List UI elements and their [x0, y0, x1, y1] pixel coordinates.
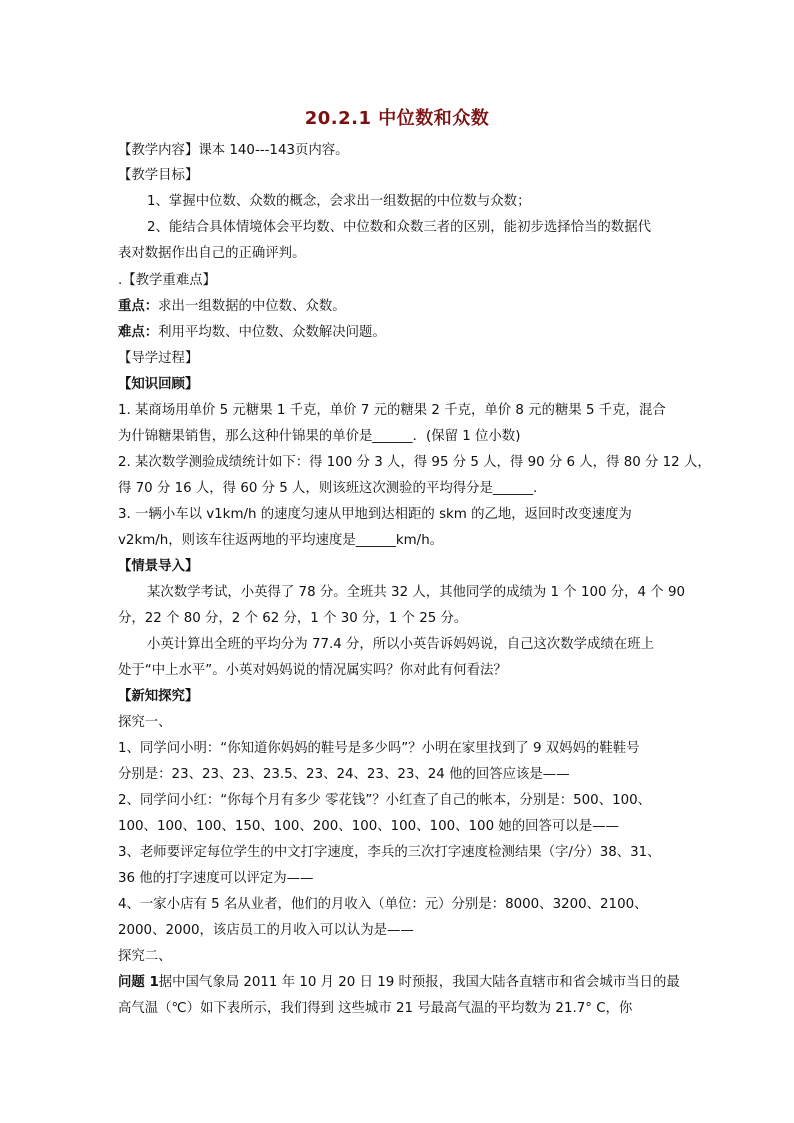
goal-2-cont: 表对数据作出自己的正确评判。 — [118, 246, 306, 261]
explore-q1: 1、同学问小明：“你知道你妈妈的鞋号是多少吗”？小明在家里找到了 9 双妈妈的鞋鞋号 — [118, 741, 640, 756]
teaching-goals-heading: 【教学目标】 — [118, 168, 199, 183]
guided-process-heading: 【导学过程】 — [118, 351, 199, 366]
explore-one-heading: 探究一、 — [118, 715, 172, 730]
page-title: 20.2.1 中位数和众数 — [304, 108, 490, 129]
explore-q3: 3、老师要评定每位学生的中文打字速度，李兵的三次打字速度检测结果（字/分）38、31、 — [118, 845, 661, 860]
explore-two-heading: 探究二、 — [118, 949, 172, 964]
key-point — [118, 296, 678, 318]
question-1 — [118, 972, 678, 994]
review-q1-cont: 为什锦糖果销售，那么这种什锦果的单价是______．(保留 1 位小数) — [118, 429, 521, 444]
new-knowledge-heading: 【新知探究】 — [118, 689, 199, 704]
key-difficult-heading: .【教学重难点】 — [118, 273, 216, 288]
question-1-text: 据中国气象局 2011 年 10 月 20 日 19 时预报，我国大陆各直辖市和省会城市当日的最 — [158, 975, 680, 990]
explore-q3-cont: 36 他的打字速度可以评定为—— — [118, 871, 314, 886]
explore-q2: 2、同学问小红：“你每个月有多少 零花钱”？小红查了自己的帐本，分别是：500、100、 — [118, 793, 652, 808]
review-q3: 3. 一辆小车以 v1km/h 的速度匀速从甲地到达相距的 skm 的乙地，返回时改变速度为 — [118, 507, 632, 522]
scenario-p1-cont: 分，22 个 80 分，2 个 62 分，1 个 30 分，1 个 25 分。 — [118, 611, 468, 626]
review-q3-cont: v2km/h，则该车往返两地的平均速度是______km/h。 — [118, 533, 444, 548]
key-point-label: 重点： — [118, 299, 159, 314]
review-q2-cont: 得 70 分 16 人，得 60 分 5 人，则该班这次测验的平均得分是______. — [118, 481, 538, 496]
knowledge-review-heading: 【知识回顾】 — [118, 377, 199, 392]
review-q2: 2. 某次数学测验成绩统计如下：得 100 分 3 人，得 95 分 5 人，得 90 分 6 人，得 80 分 12 人， — [118, 455, 711, 470]
explore-q1-cont: 分别是：23、23、23、23.5、23、24、23、23、24 他的回答应该是—— — [118, 767, 570, 782]
goal-1: 1、掌握中位数、众数的概念，会求出一组数据的中位数与众数； — [147, 194, 531, 209]
teaching-content: 【教学内容】课本 140---143页内容。 — [118, 143, 349, 158]
goal-2: 2、能结合具体情境体会平均数、中位数和众数三者的区别，能初步选择恰当的数据代 — [147, 220, 651, 235]
question-1-cont: 高气温（℃）如下表所示，我们得到 这些城市 21 号最高气温的平均数为 21.7° C，你 — [118, 1001, 633, 1016]
explore-q2-cont: 100、100、100、150、100、200、100、100、100、100 她的回答可以是—— — [118, 819, 619, 834]
explore-q4-cont: 2000、2000，该店员工的月收入可以认为是—— — [118, 923, 414, 938]
question-1-label: 问题 1 — [118, 975, 159, 990]
key-point-text: 求出一组数据的中位数、众数。 — [158, 299, 346, 314]
scenario-heading: 【情景导入】 — [118, 559, 199, 574]
scenario-p2-cont: 处于“中上水平”。小英对妈妈说的情况属实吗？你对此有何看法？ — [118, 663, 507, 678]
difficult-point — [118, 322, 678, 344]
review-q1: 1. 某商场用单价 5 元糖果 1 千克，单价 7 元的糖果 2 千克，单价 8 元的糖果 5 千克，混合 — [118, 403, 666, 418]
explore-q4: 4、一家小店有 5 名从业者，他们的月收入（单位：元）分别是：8000、3200、2100、 — [118, 897, 648, 912]
scenario-p2: 小英计算出全班的平均分为 77.4 分，所以小英告诉妈妈说，自己这次数学成绩在班上 — [147, 637, 654, 652]
difficult-point-text: 利用平均数、中位数、众数解决问题。 — [158, 325, 386, 340]
scenario-p1: 某次数学考试，小英得了 78 分。全班共 32 人，其他同学的成绩为 1 个 100 分，4 个 90 — [147, 585, 685, 600]
difficult-point-label: 难点： — [118, 325, 159, 340]
